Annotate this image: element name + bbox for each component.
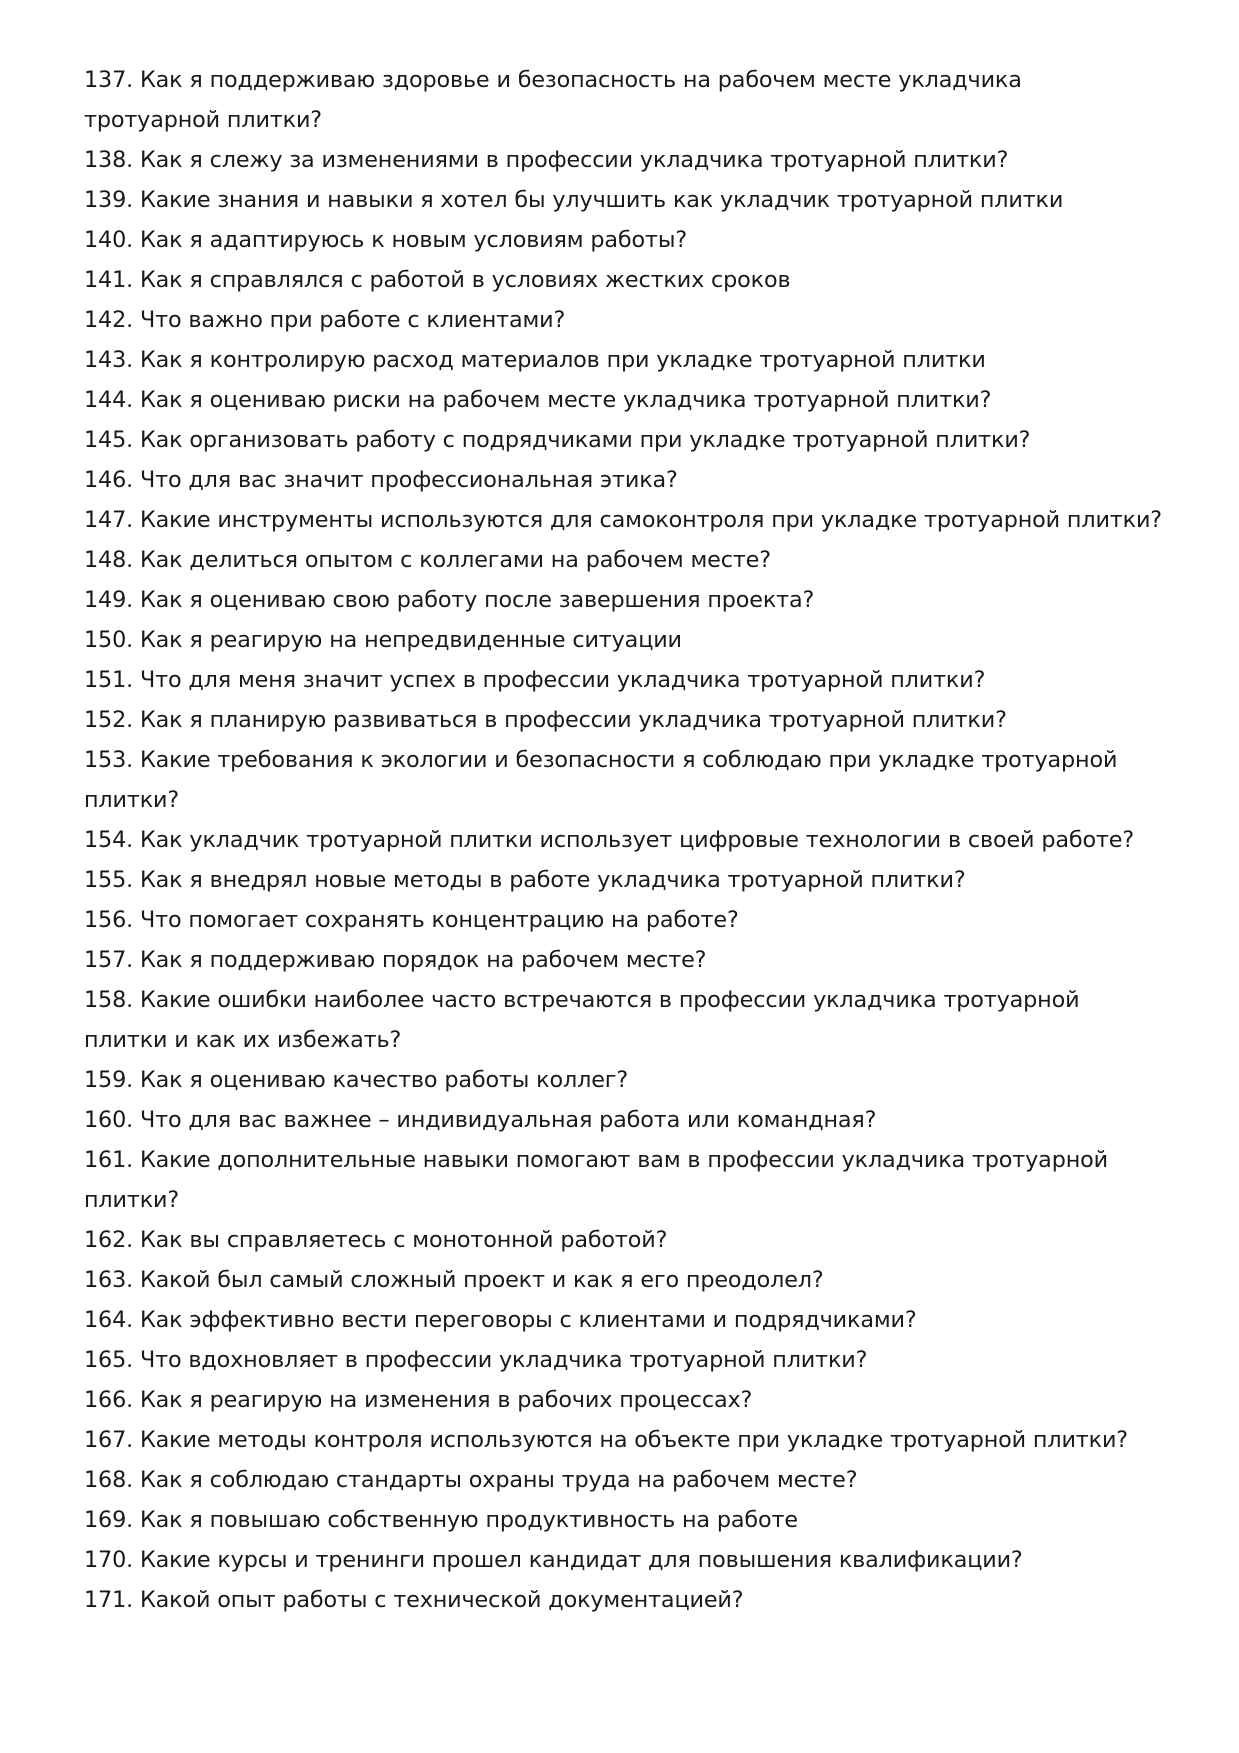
question-155: 155. Как я внедрял новые методы в работе укладчика тротуарной плитки? [84, 867, 966, 893]
question-168: 168. Как я соблюдаю стандарты охраны труда на рабочем месте? [84, 1467, 858, 1493]
question-160: 160. Что для вас важнее – индивидуальная работа или командная? [84, 1107, 877, 1133]
question-148: 148. Как делиться опытом с коллегами на рабочем месте? [84, 547, 771, 573]
question-144: 144. Как я оцениваю риски на рабочем месте укладчика тротуарной плитки? [84, 387, 992, 413]
question-170: 170. Какие курсы и тренинги прошел кандидат для повышения квалификации? [84, 1547, 1023, 1573]
question-150: 150. Как я реагирую на непредвиденные ситуации [84, 627, 682, 653]
question-154: 154. Как укладчик тротуарной плитки использует цифровые технологии в своей работе? [84, 827, 1135, 853]
question-171: 171. Какой опыт работы с технической документацией? [84, 1587, 744, 1613]
question-141: 141. Как я справлялся с работой в условиях жестких сроков [84, 267, 791, 293]
question-163: 163. Какой был самый сложный проект и как я его преодолел? [84, 1267, 824, 1293]
question-169: 169. Как я повышаю собственную продуктивность на работе [84, 1507, 798, 1533]
question-153: 153. Какие требования к экологии и безопасности я соблюдаю при укладке тротуарной плитки? [84, 747, 1118, 813]
question-140: 140. Как я адаптируюсь к новым условиям работы? [84, 227, 688, 253]
question-152: 152. Как я планирую развиваться в профессии укладчика тротуарной плитки? [84, 707, 1007, 733]
question-156: 156. Что помогает сохранять концентрацию на работе? [84, 907, 739, 933]
question-161: 161. Какие дополнительные навыки помогают вам в профессии укладчика тротуарной плитки? [84, 1147, 1108, 1213]
question-137: 137. Как я поддерживаю здоровье и безопасность на рабочем месте укладчика тротуарной плитки? [84, 67, 1022, 133]
question-145: 145. Как организовать работу с подрядчиками при укладке тротуарной плитки? [84, 427, 1031, 453]
question-139: 139. Какие знания и навыки я хотел бы улучшить как укладчик тротуарной плитки [84, 187, 1064, 213]
question-list [84, 60, 1164, 1620]
question-147: 147. Какие инструменты используются для самоконтроля при укладке тротуарной плитки? [84, 507, 1162, 533]
question-166: 166. Как я реагирую на изменения в рабочих процессах? [84, 1387, 753, 1413]
question-165: 165. Что вдохновляет в профессии укладчика тротуарной плитки? [84, 1347, 868, 1373]
question-149: 149. Как я оцениваю свою работу после завершения проекта? [84, 587, 815, 613]
question-142: 142. Что важно при работе с клиентами? [84, 307, 566, 333]
question-162: 162. Как вы справляетесь с монотонной работой? [84, 1227, 668, 1253]
question-164: 164. Как эффективно вести переговоры с клиентами и подрядчиками? [84, 1307, 917, 1333]
question-159: 159. Как я оцениваю качество работы коллег? [84, 1067, 629, 1093]
question-157: 157. Как я поддерживаю порядок на рабочем месте? [84, 947, 707, 973]
question-138: 138. Как я слежу за изменениями в профессии укладчика тротуарной плитки? [84, 147, 1009, 173]
question-167: 167. Какие методы контроля используются на объекте при укладке тротуарной плитки? [84, 1427, 1128, 1453]
question-146: 146. Что для вас значит профессиональная этика? [84, 467, 678, 493]
question-143: 143. Как я контролирую расход материалов при укладке тротуарной плитки [84, 347, 986, 373]
question-151: 151. Что для меня значит успех в профессии укладчика тротуарной плитки? [84, 667, 986, 693]
question-158: 158. Какие ошибки наиболее часто встречаются в профессии укладчика тротуарной плитки и как их избежать? [84, 987, 1080, 1053]
